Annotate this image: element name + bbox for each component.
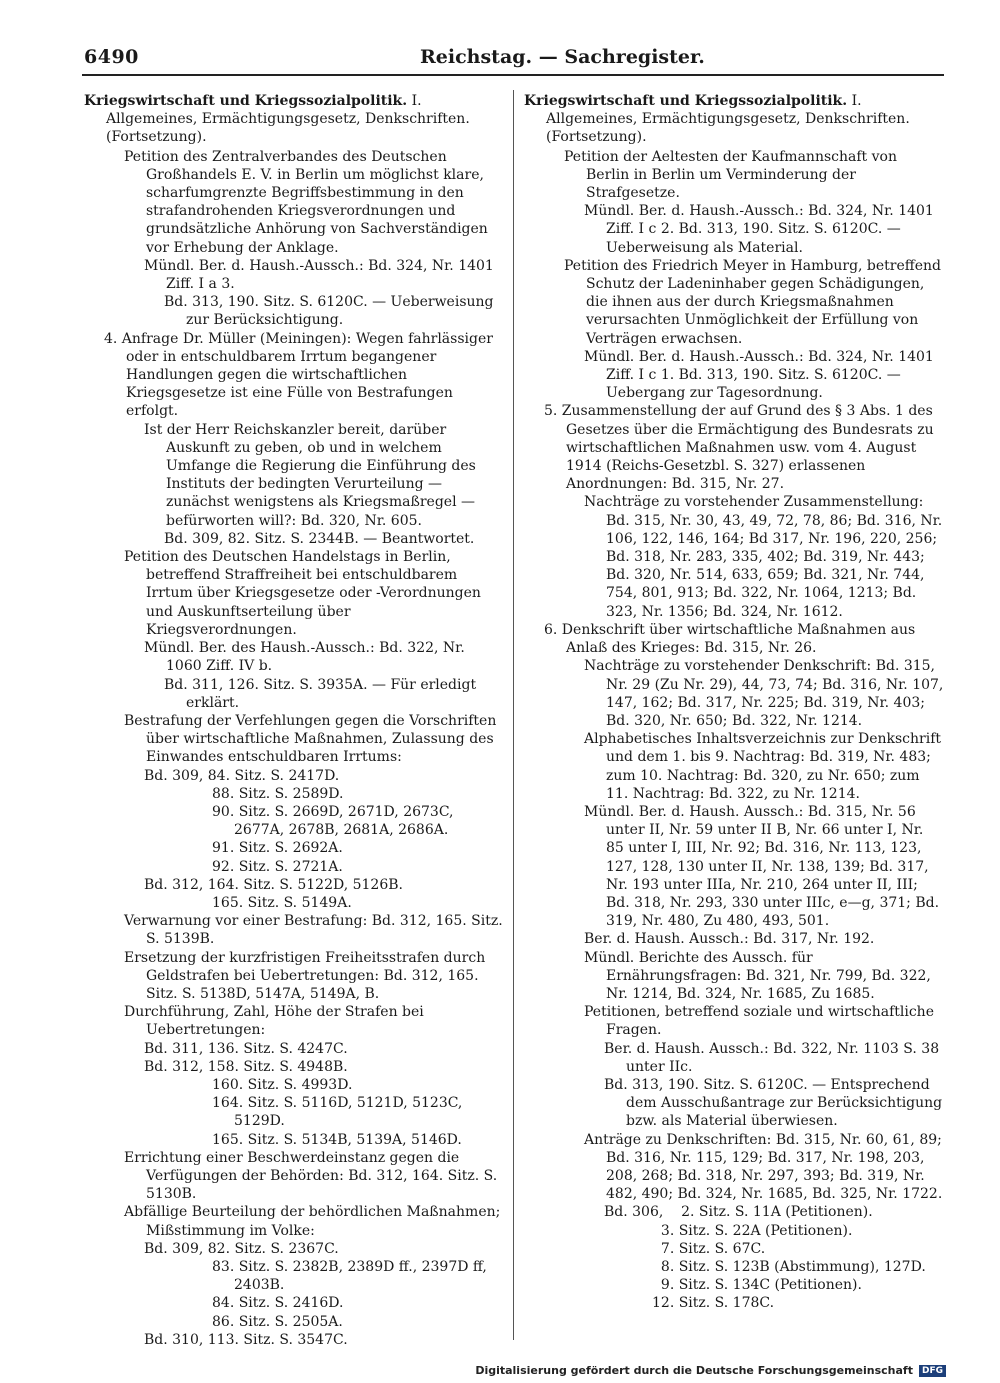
index-entry: 91. Sitz. S. 2692A. [212,840,343,857]
section-heading-rest: I. Allgemeines, Ermächtigungsgesetz, Denkschriften. (Fortsetzung). [106,93,470,146]
section-heading-rest: I. Allgemeines, Ermächtigungsgesetz, Denkschriften. (Fortsetzung). [546,93,910,146]
index-entry: Durchführung, Zahl, Höhe der Strafen bei Uebertretungen: [124,1004,429,1039]
index-entry: 92. Sitz. S. 2721A. [212,858,343,875]
section-heading [524,92,944,147]
index-entry: Nachträge zu vorstehender Denkschrift: Bd. 315, Nr. 29 (Zu Nr. 29), 44, 73, 74; Bd. 316, Nr. 107, 147, 162; Bd. 317, Nr. 225; Bd. 319, Nr. 403; Bd. 320, Nr. 650; Bd. 322, Nr. 1214. [584,658,948,729]
index-entry: Ersetzung der kurzfristigen Freiheitsstrafen durch Geldstrafen bei Uebertretungen: Bd. 312, 165. Sitz. S. 5138D, 5147A, 5149A, B. [124,949,490,1002]
running-head: Reichstag. — Sachregister. [420,46,705,68]
index-entry: Bd. 311, 136. Sitz. S. 4247C. [144,1040,348,1057]
index-entry: Bd. 309, 82. Sitz. S. 2344B. — Beantwortet. [164,530,475,547]
index-entry: Petitionen, betreffend soziale und wirtschaftliche Fragen. [584,1004,939,1039]
index-entry: Bd. 309, 84. Sitz. S. 2417D. [144,767,340,784]
index-entry: 86. Sitz. S. 2505A. [212,1313,343,1330]
page-number: 6490 [84,46,139,68]
section-heading-bold: Kriegswirtschaft und Kriegssozialpolitik. [524,93,848,109]
index-entry: Mündl. Ber. des Haush.-Aussch.: Bd. 322, Nr. 1060 Ziff. IV b. [144,640,470,675]
index-entry: Bd. 312, 158. Sitz. S. 4948B. [144,1058,348,1075]
dfg-logo: DFG [919,1365,946,1377]
index-entry: Bd. 310, 113. Sitz. S. 3547C. [144,1331,348,1348]
index-entry: 7. Sitz. S. 67C. [652,1240,766,1257]
footer [475,1364,946,1377]
index-entry: Bd. 311, 126. Sitz. S. 3935A. — Für erledigt erklärt. [164,676,481,711]
index-entry: Mündl. Berichte des Aussch. für Ernährungsfragen: Bd. 321, Nr. 799, Bd. 322, Nr. 1214, Bd. 324, Nr. 1685, Zu 1685. [584,949,936,1002]
index-entry: 83. Sitz. S. 2382B, 2389D ff., 2397D ff, 2403B. [212,1259,492,1294]
right-column [524,92,948,1313]
index-entry: Bd. 309, 82. Sitz. S. 2367C. [144,1240,339,1257]
index-entry: Petition des Deutschen Handelstags in Berlin, betreffend Straffreiheit bei entschuldbarem Irrtum über Kriegsgesetze oder -Verordnungen und Auskunftserteilung über Kriegsverordnungen. [124,549,486,638]
index-entry: Abfällige Beurteilung der behördlichen Maßnahmen; Mißstimmung im Volke: [124,1204,505,1239]
index-entry: 12. Sitz. S. 178C. [652,1295,775,1312]
index-entry: Nachträge zu vorstehender Zusammenstellung: Bd. 315, Nr. 30, 43, 49, 72, 78, 86; Bd. 316, Nr. 106, 122, 146, 164; Bd 317, Nr. 196, 220, 256; Bd. 318, Nr. 283, 335, 402; Bd. 319, Nr. 443; Bd. 320, Nr. 514, 633, 659; Bd. 321, Nr. 744, 754, 801, 913; Bd. 322, Nr. 1064, 1213; Bd. 323, Nr. 1356; Bd. 324, Nr. 1612. [584,494,947,620]
index-entry: 4. Anfrage Dr. Müller (Meiningen): Wegen fahrlässiger oder in entschuldbarem Irrtum begangener Handlungen gegen die wirtschaftlichen Kriegsgesetze ist eine Fülle von Bestrafungen erfolgt. [104,330,498,420]
index-entry: Verwarnung vor einer Bestrafung: Bd. 312, 165. Sitz. S. 5139B. [124,913,508,948]
footer-text: Digitalisierung gefördert durch die Deutsche Forschungsgemeinschaft [475,1364,913,1377]
index-entry: Alphabetisches Inhaltsverzeichnis zur Denkschrift und dem 1. bis 9. Nachtrag: Bd. 319, Nr. 483; zum 10. Nachtrag: Bd. 320, zu Nr. 650; zum 11. Nachtrag: Bd. 322, zu Nr. 1214. [584,731,946,802]
index-entry: Bd. 312, 164. Sitz. S. 5122D, 5126B. [144,876,403,893]
index-entry: Bd. 306, 2. Sitz. S. 11A (Petitionen). [604,1204,873,1221]
index-entry: 88. Sitz. S. 2589D. [212,785,344,802]
section-heading-bold: Kriegswirtschaft und Kriegssozialpolitik. [84,93,408,109]
index-entry: Bestrafung der Verfehlungen gegen die Vorschriften über wirtschaftliche Maßnahmen, Zulassung des Einwandes entschuldbaren Irrtums: [124,712,501,766]
index-entry: 84. Sitz. S. 2416D. [212,1295,344,1312]
index-entry: 6. Denkschrift über wirtschaftliche Maßnahmen aus Anlaß des Krieges: Bd. 315, Nr. 26. [544,621,920,657]
index-entry: 9. Sitz. S. 134C (Petitionen). [652,1277,862,1294]
index-entry: Mündl. Ber. d. Haush.-Aussch.: Bd. 324, Nr. 1401 Ziff. I c 1. Bd. 313, 190. Sitz. S. 6120C. — Uebergang zur Tagesordnung. [584,348,939,402]
index-entry: 165. Sitz. S. 5134B, 5139A, 5146D. [212,1131,462,1148]
index-entry: Petition des Zentralverbandes des Deutschen Großhandels E. V. in Berlin um möglichst klare, scharfumgrenzte Begriffsbestimmung in den strafandrohenden Kriegsverordnungen und grundsätzliche Anhörung von Sachverständigen vor Erhebung der Anklage. [124,148,493,256]
index-entry: 160. Sitz. S. 4993D. [212,1076,353,1093]
index-entry: Ber. d. Haush. Aussch.: Bd. 322, Nr. 1103 S. 38 unter IIc. [604,1040,944,1075]
index-entry: 8. Sitz. S. 123B (Abstimmung), 127D. [652,1259,926,1275]
index-entry: Petition der Aeltesten der Kaufmannschaft von Berlin in Berlin um Verminderung der Strafgesetze. [564,148,902,202]
index-entry: Errichtung einer Beschwerdeinstanz gegen die Verfügungen der Behörden: Bd. 312, 164. Sitz. S. 5130B. [124,1149,502,1203]
index-entry: 3. Sitz. S. 22A (Petitionen). [652,1222,853,1239]
index-entry: Mündl. Ber. d. Haush.-Aussch.: Bd. 324, Nr. 1401 Ziff. I c 2. Bd. 313, 190. Sitz. S. 6120C. — Ueberweisung als Material. [584,203,939,256]
section-heading [84,92,504,147]
index-entry: Mündl. Ber. d. Haush.-Aussch.: Bd. 324, Nr. 1401 Ziff. I a 3. [144,257,499,293]
index-entry: Bd. 313, 190. Sitz. S. 6120C. — Ueberweisung zur Berücksichtigung. [164,294,498,329]
index-entry: 5. Zusammenstellung der auf Grund des § 3 Abs. 1 des Gesetzes über die Ermächtigung des Bundesrats zu wirtschaftlichen Maßnahmen usw. vom 4. August 1914 (Reichs-Gesetzbl. S. 327) erlassenen Anordnungen: Bd. 315, Nr. 27. [544,403,939,493]
index-entry: 165. Sitz. S. 5149A. [212,894,352,911]
left-column [84,92,508,1349]
header-rule [82,74,944,76]
index-entry: Mündl. Ber. d. Haush. Aussch.: Bd. 315, Nr. 56 unter II, Nr. 59 unter II B, Nr. 66 unter I, Nr. 85 unter I, III, Nr. 92; Bd. 316, Nr. 113, 123, 127, 128, 130 unter II, Nr. 138, 139; Bd. 317, Nr. 193 unter IIIa, Nr. 210, 264 unter II, III; Bd. 318, Nr. 293, 330 unter IIIc, e—g, 371; Bd. 319, Nr. 480, Zu 480, 493, 501. [584,803,944,930]
index-entry: Ber. d. Haush. Aussch.: Bd. 317, Nr. 192. [584,931,875,948]
index-entry: Bd. 313, 190. Sitz. S. 6120C. — Entsprechend dem Ausschußantrage zur Berücksichtigung bzw. als Material überwiesen. [604,1076,947,1130]
index-entry: Petition des Friedrich Meyer in Hamburg, betreffend Schutz der Ladeninhaber gegen Schädigungen, die ihnen aus der durch Kriegsmaßnahmen verursachten Unmöglichkeit der Erfüllung von Verträgen erwachsen. [564,257,946,347]
index-entry: Ist der Herr Reichskanzler bereit, darüber Auskunft zu geben, ob und in welchem Umfange die Regierung die Einführung des Instituts der bedingten Verurteilung — zunächst wenigstens als Kriegsmaßregel — befürworten will?: Bd. 320, Nr. 605. [144,421,481,529]
index-entry: Anträge zu Denkschriften: Bd. 315, Nr. 60, 61, 89; Bd. 316, Nr. 115, 129; Bd. 317, Nr. 198, 203, 208, 268; Bd. 318, Nr. 297, 393; Bd. 319, Nr. 482, 490; Bd. 324, Nr. 1685, Bd. 325, Nr. 1722. [584,1131,947,1203]
index-entry: 164. Sitz. S. 5116D, 5121D, 5123C, 5129D. [212,1095,467,1130]
index-entry: 90. Sitz. S. 2669D, 2671D, 2673C, 2677A, 2678B, 2681A, 2686A. [212,803,458,839]
column-rule [513,90,514,1340]
